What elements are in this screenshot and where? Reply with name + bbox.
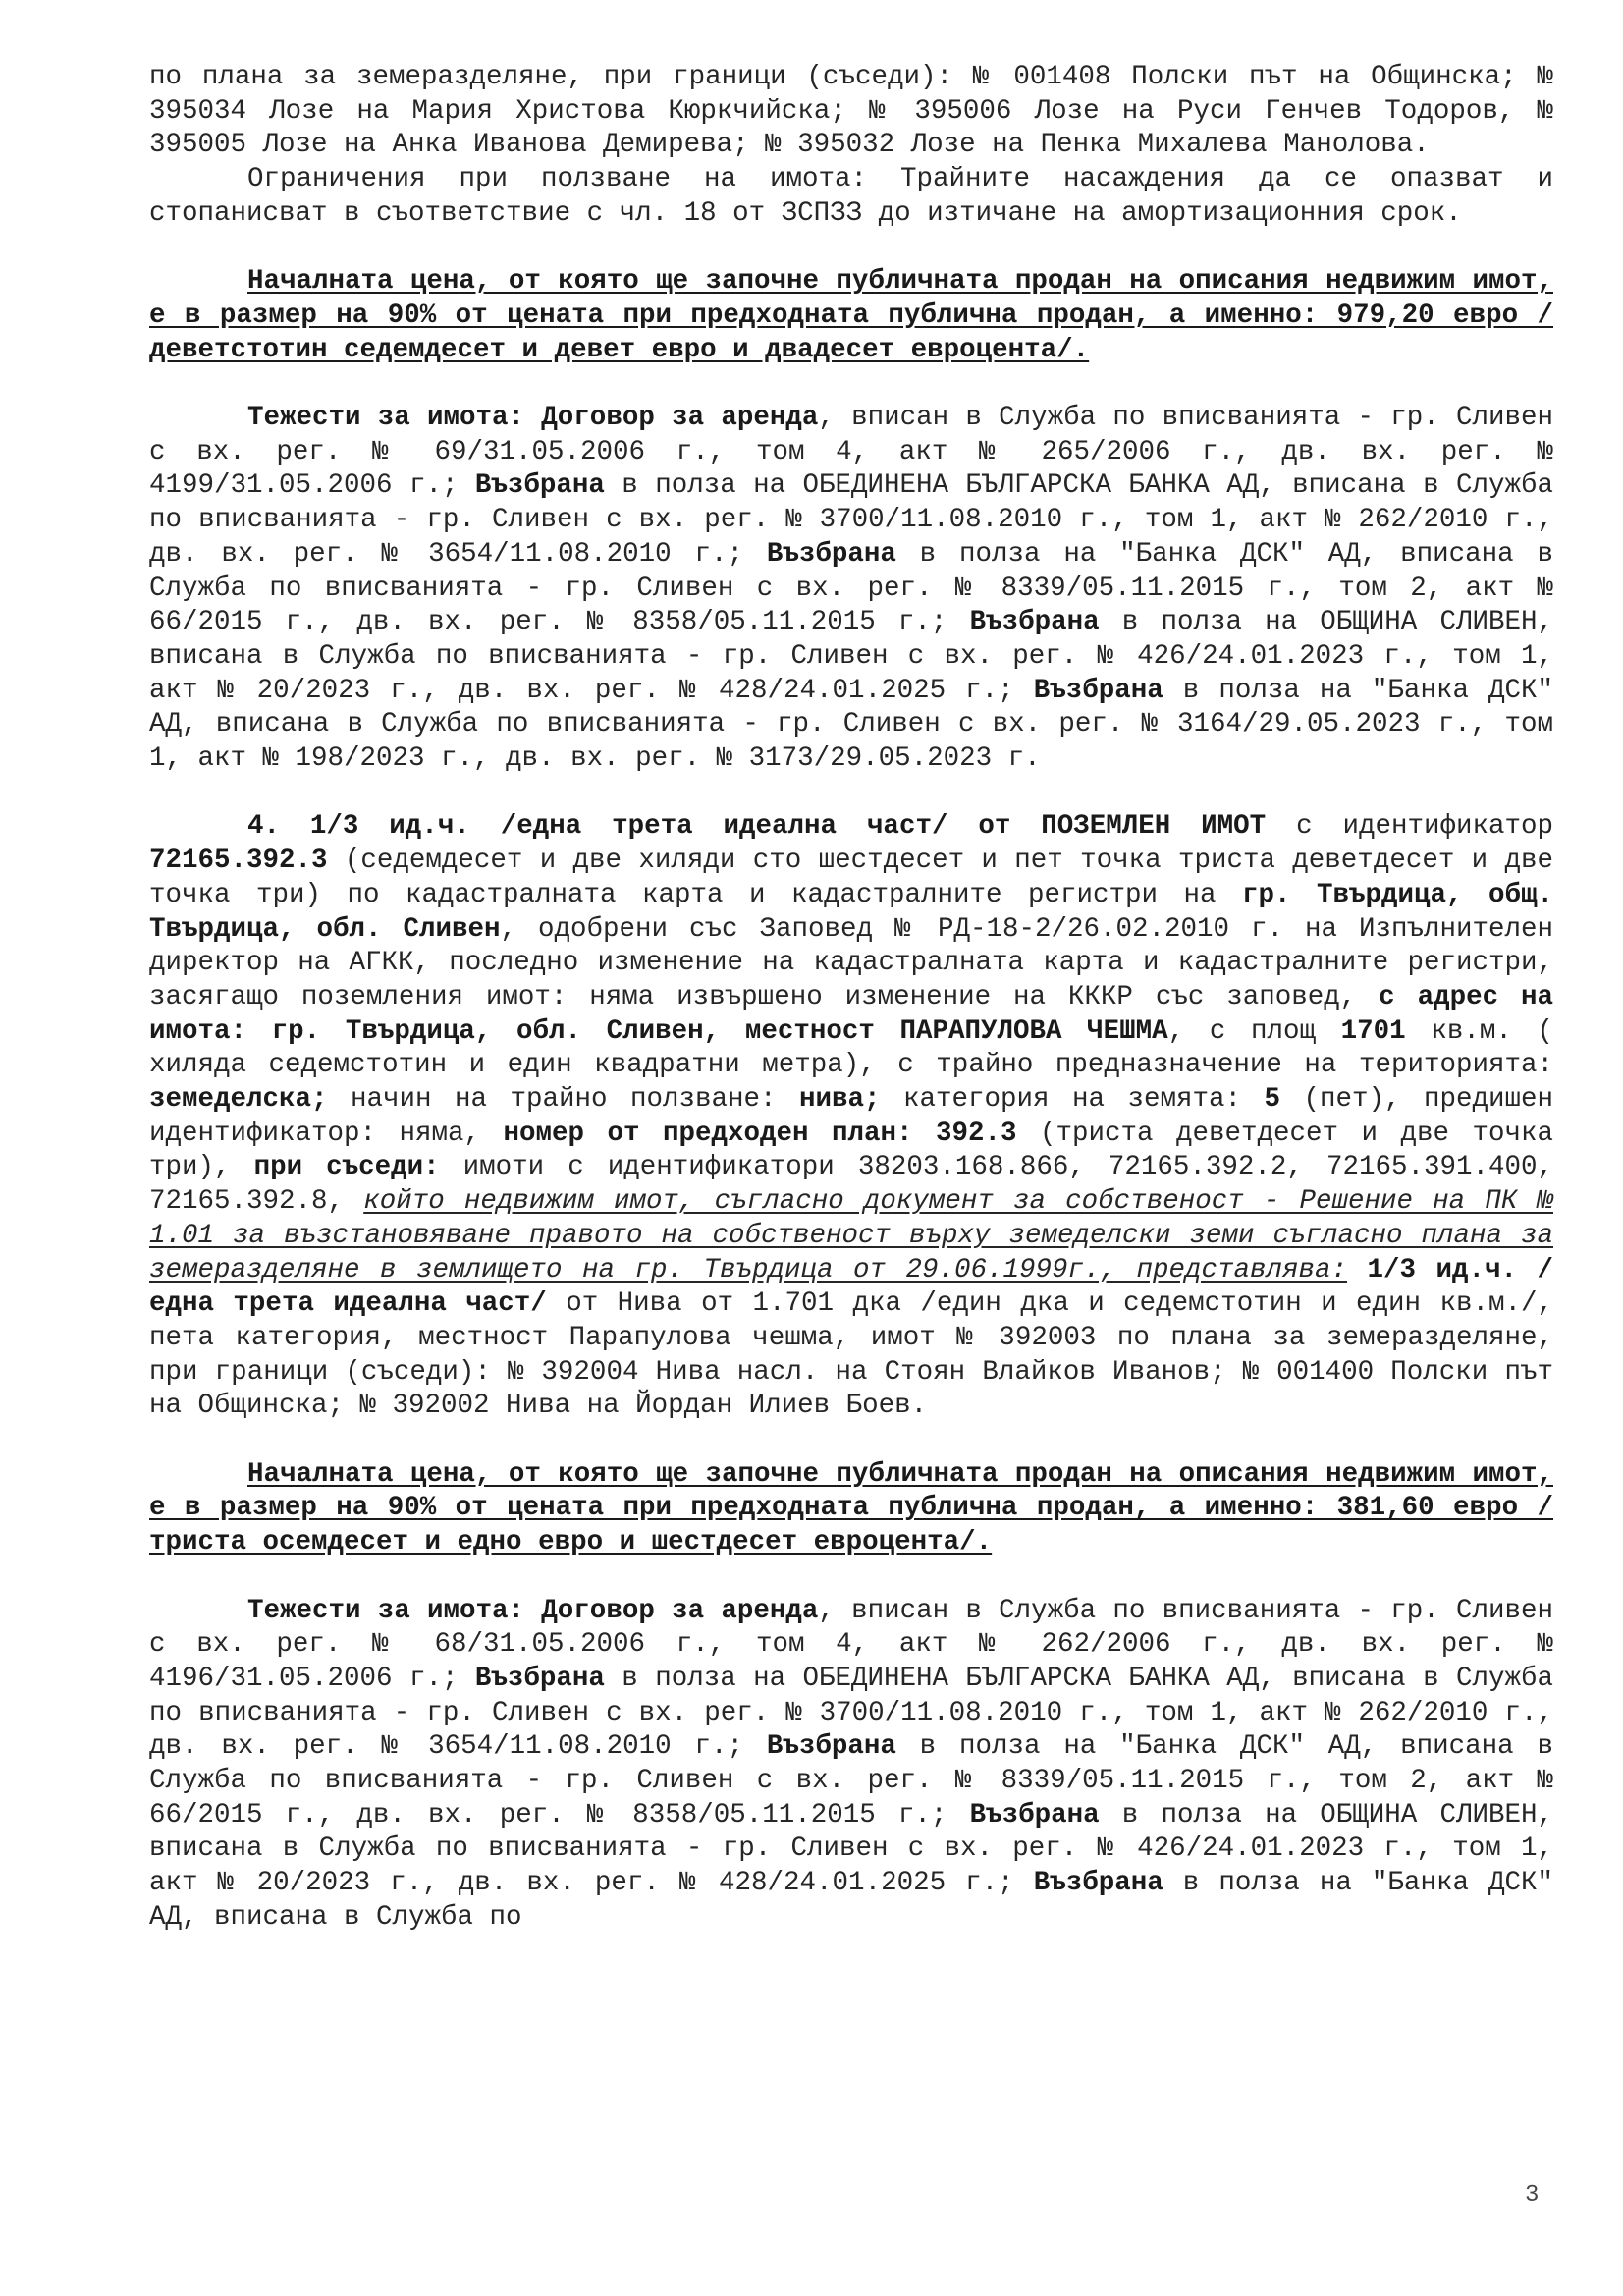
seizure-label: Възбрана [1033,675,1163,706]
property-item-4 [149,810,1553,1424]
starting-price-paragraph-1 [149,265,1553,367]
item-4-heading: 4. 1/3 ид.ч. /една трета идеална част/ от ПОЗЕМЛЕН ИМОТ [247,811,1267,843]
item-4-category: 5 [1264,1084,1280,1116]
item-4-text: , одобрени със Заповед № РД-18-2/26.02.2010 г. на Изпълнителен директор на АГКК, последно изменение на кадастралната карта и кадастралните регистри, засягащо поземления имот: няма извършено изменение на КККР със заповед, [149,913,1553,1012]
item-4-text: категория на земята: [880,1084,1265,1116]
starting-price-text-2: Началната цена, от която ще започне публичната продан на описания недвижим имот, е в размер на 90% от цената при предходната публична продан, а именно: 381,60 евро /триста осемдесет и едно евро и шестдесет евроцента/. [149,1458,1553,1558]
item-4-text [1347,1255,1367,1285]
item-4-neighbours-label: при съседи: [253,1152,440,1183]
burdens-text-2e: в полза на "Банка ДСК" АД, вписана в Служба по [149,1868,1554,1933]
seizure-label: Възбрана [969,607,1100,638]
item-4-text: имоти с идентификатори 38203.168.866, 72165.392.2, 72165.391.400, 72165.392.8, [149,1152,1553,1218]
item-4-previous-plan: номер от предходен план: 392.3 [503,1118,1017,1149]
seizure-label: Възбрана [474,470,605,502]
starting-price-paragraph-2 [149,1458,1553,1560]
burdens-text-1d: в полза на ОБЩИНА СЛИВЕН, вписана в Служба по вписванията - гр. Сливен с вх. рег. № 426/24.01.2023 г., том 1, акт № 20/2023 г., дв. вх. рег. № 428/24.01.2025 г.; [149,607,1553,706]
item-4-share: 1/3 ид.ч. /една трета идеална част/ [149,1254,1553,1320]
item-4-usage: нива; [799,1084,881,1116]
seizure-label: Възбрана [474,1663,605,1694]
item-4-area: 1701 [1340,1015,1406,1047]
burdens-text-1c: в полза на "Банка ДСК" АД, вписана в Служба по вписванията - гр. Сливен с вх. рег. № 8339/05.11.2015 г., том 2, акт № 66/2015 г., дв. вх. рег. № 8358/05.11.2015 г.; [149,538,1553,638]
page-number: 3 [1525,2182,1540,2209]
boundaries-continuation: по плана за земеразделяне, при граници (съседи): № 001408 Полски път на Общинска; № 395034 Лозе на Мария Христова Кюркчийска; № 395006 Лозе на Руси Генчев Тодоров, № 395005 Лозе на Анка Иванова Демирева; № 395032 Лозе на Пенка Михалева Манолова. [149,62,1553,161]
burdens-text-2a: , вписан в Служба по вписванията - гр. Сливен с вх. рег. № 68/31.05.2006 г., том 4, акт № 262/2006 г., дв. вх. рег. № 4196/31.05.2006 г.; [149,1595,1553,1694]
burdens-text-1e: в полза на "Банка ДСК" АД, вписана в Служба по вписванията - гр. Сливен с вх. рег. № 3164/29.05.2023 г., том 1, акт № 198/2023 г., дв. вх. рег. № 3173/29.05.2023 г. [149,675,1554,775]
item-4-address: с адрес на имота: гр. Твърдица, обл. Сливен, местност ПАРАПУЛОВА ЧЕШМА [149,981,1553,1047]
item-4-text: от Нива от 1.701 дка /един дка и седемстотин и един кв.м./, пета категория, местност Парапулова чешма, имот № 392003 по плана за земеразделяне, при граници (съседи): № 392004 Нива насл. на Стоян Влайков Иванов; № 001400 Полски път на Общинска; № 392002 Нива на Йордан Илиев Боев. [149,1288,1553,1422]
item-4-location: гр. Твърдица, общ. Твърдица, обл. Сливен [149,879,1553,945]
seizure-label: Възбрана [1033,1868,1163,1899]
burdens-text-2b: в полза на ОБЕДИНЕНА БЪЛГАРСКА БАНКА АД, вписана в Служба по вписванията - гр. Сливен с вх. рег. № 3700/11.08.2010 г., том 1, акт № 262/2010 г., дв. вх. рег. № 3654/11.08.2010 г.; [149,1663,1554,1763]
item-4-purpose: земеделска; [149,1084,328,1116]
burdens-text-1a: , вписан в Служба по вписванията - гр. Сливен с вх. рег. № 69/31.05.2006 г., том 4, акт № 265/2006 г., дв. вх. рег. № 4199/31.05.2006 г.; [149,403,1553,502]
item-4-text: , с площ [1167,1015,1341,1047]
seizure-label: Възбрана [766,1731,896,1763]
item-4-text: начин на трайно ползване: [327,1084,799,1116]
burdens-label-2: Тежести за имота: Договор за аренда [247,1595,819,1626]
item-4-text: с идентификатор [1266,811,1553,843]
seizure-label: Възбрана [766,538,896,570]
item-4-text: (седемдесет и две хиляди сто шестдесет и пет точка триста деветдесет и две точка три) по кадастралната карта и кадастралните регистри на [149,846,1553,910]
burdens-text-1b: в полза на ОБЕДИНЕНА БЪЛГАРСКА БАНКА АД, вписана в Служба по вписванията - гр. Сливен с вх. рег. № 3700/11.08.2010 г., том 1, акт № 262/2010 г., дв. вх. рег. № 3654/11.08.2010 г.; [149,470,1554,570]
item-4-ownership-document: който недвижим имот, съгласно документ за собственост - Решение на ПК № 1.01 за възстановяване правото на собственост върху земеделски земи съгласно плана за земеразделяне в землището на гр. Твърдица от 29.06.1999г., представлява: [149,1186,1553,1285]
item-4-text: (пет), предишен идентификатор: няма, [149,1084,1553,1149]
document-page [149,61,1553,1936]
usage-restrictions: Ограничения при ползване на имота: Трайните насаждения да се опазват и стопанисват в съответствие с чл. 18 от ЗСПЗЗ до изтичане на амортизационния срок. [149,164,1553,229]
burdens-paragraph-1 [149,402,1553,777]
burdens-paragraph-2 [149,1595,1553,1936]
item-4-text: (триста деветдесет и две точка три), [149,1118,1553,1183]
item-4-text: кв.м. ( хиляда седемстотин и един квадратни метра), с трайно предназначение на територията: [149,1015,1553,1081]
burdens-label-1: Тежести за имота: Договор за аренда [247,403,819,433]
starting-price-text-1: Началната цена, от която ще започне публичната продан на описания недвижим имот, е в размер на 90% от цената при предходната публична продан, а именно: 979,20 евро /деветстотин седемдесет и девет евро и двадесет евроцента/. [149,266,1553,365]
seizure-label: Възбрана [969,1799,1100,1831]
burdens-text-2c: в полза на "Банка ДСК" АД, вписана в Служба по вписванията - гр. Сливен с вх. рег. № 8339/05.11.2015 г., том 2, акт № 66/2015 г., дв. вх. рег. № 8358/05.11.2015 г.; [149,1731,1553,1831]
burdens-text-2d: в полза на ОБЩИНА СЛИВЕН, вписана в Служба по вписванията - гр. Сливен с вх. рег. № 426/24.01.2023 г., том 1, акт № 20/2023 г., дв. вх. рег. № 428/24.01.2025 г.; [149,1799,1553,1899]
item-4-identifier: 72165.392.3 [149,846,328,877]
